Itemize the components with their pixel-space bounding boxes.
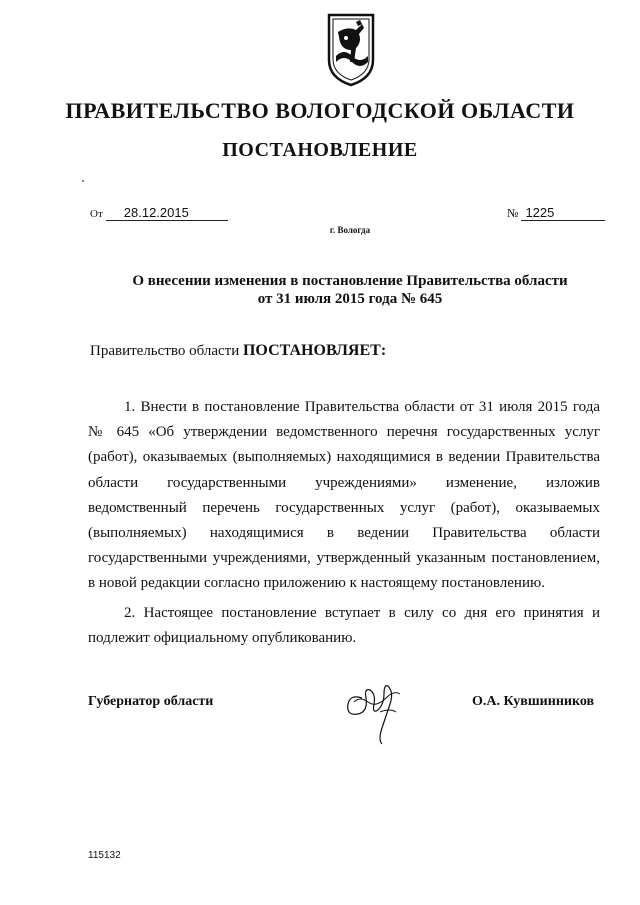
preamble-text: Правительство области bbox=[90, 343, 240, 359]
date-prefix: От bbox=[90, 208, 103, 220]
heading-line-2: от 31 июля 2015 года № 645 bbox=[257, 291, 443, 307]
preamble bbox=[90, 342, 386, 360]
scan-speck bbox=[82, 180, 84, 182]
document-number: 1225 bbox=[521, 205, 605, 221]
handwritten-signature bbox=[340, 668, 410, 746]
preamble-emphasis: ПОСТАНОВЛЯЕТ: bbox=[242, 342, 387, 359]
document-heading bbox=[0, 272, 640, 308]
signatory-name: О.А. Кувшинников bbox=[472, 694, 595, 709]
document-date: 28.12.2015 bbox=[106, 205, 228, 221]
resolution-body bbox=[88, 395, 600, 651]
heading-line-1: О внесении изменения в постановление Правительства области bbox=[132, 273, 568, 289]
signatory-position: Губернатор области bbox=[88, 694, 214, 709]
coat-of-arms-emblem bbox=[326, 12, 376, 88]
number-prefix: № bbox=[507, 206, 519, 220]
document-type: ПОСТАНОВЛЕНИЕ bbox=[222, 139, 418, 161]
number-field bbox=[507, 205, 605, 221]
government-title: ПРАВИТЕЛЬСТВО ВОЛОГОДСКОЙ ОБЛАСТИ bbox=[65, 98, 575, 123]
date-field bbox=[90, 205, 228, 221]
paragraph-2: 2. Настоящее постановление вступает в силу со дня его принятия и подлежит официальному опубликованию. bbox=[88, 604, 600, 646]
document-code: 115132 bbox=[88, 850, 121, 861]
paragraph-1: 1. Внести в постановление Правительства области от 31 июля 2015 года № 645 «Об утверждении ведомственного перечня государственных услуг (работ), оказываемых (выполняемых) находящимися в ведении Правительства области государственными учреждениями» изменение, изложив ведомственный перечень государственных услуг (работ), оказываемых (выполняемых) находящимися в ведении Правительства области государственными учреждениями, утвержденный указанным постановлением, в новой редакции согласно приложению к настоящему постановлению. bbox=[88, 399, 600, 592]
city-label: г. Вологда bbox=[329, 225, 371, 235]
